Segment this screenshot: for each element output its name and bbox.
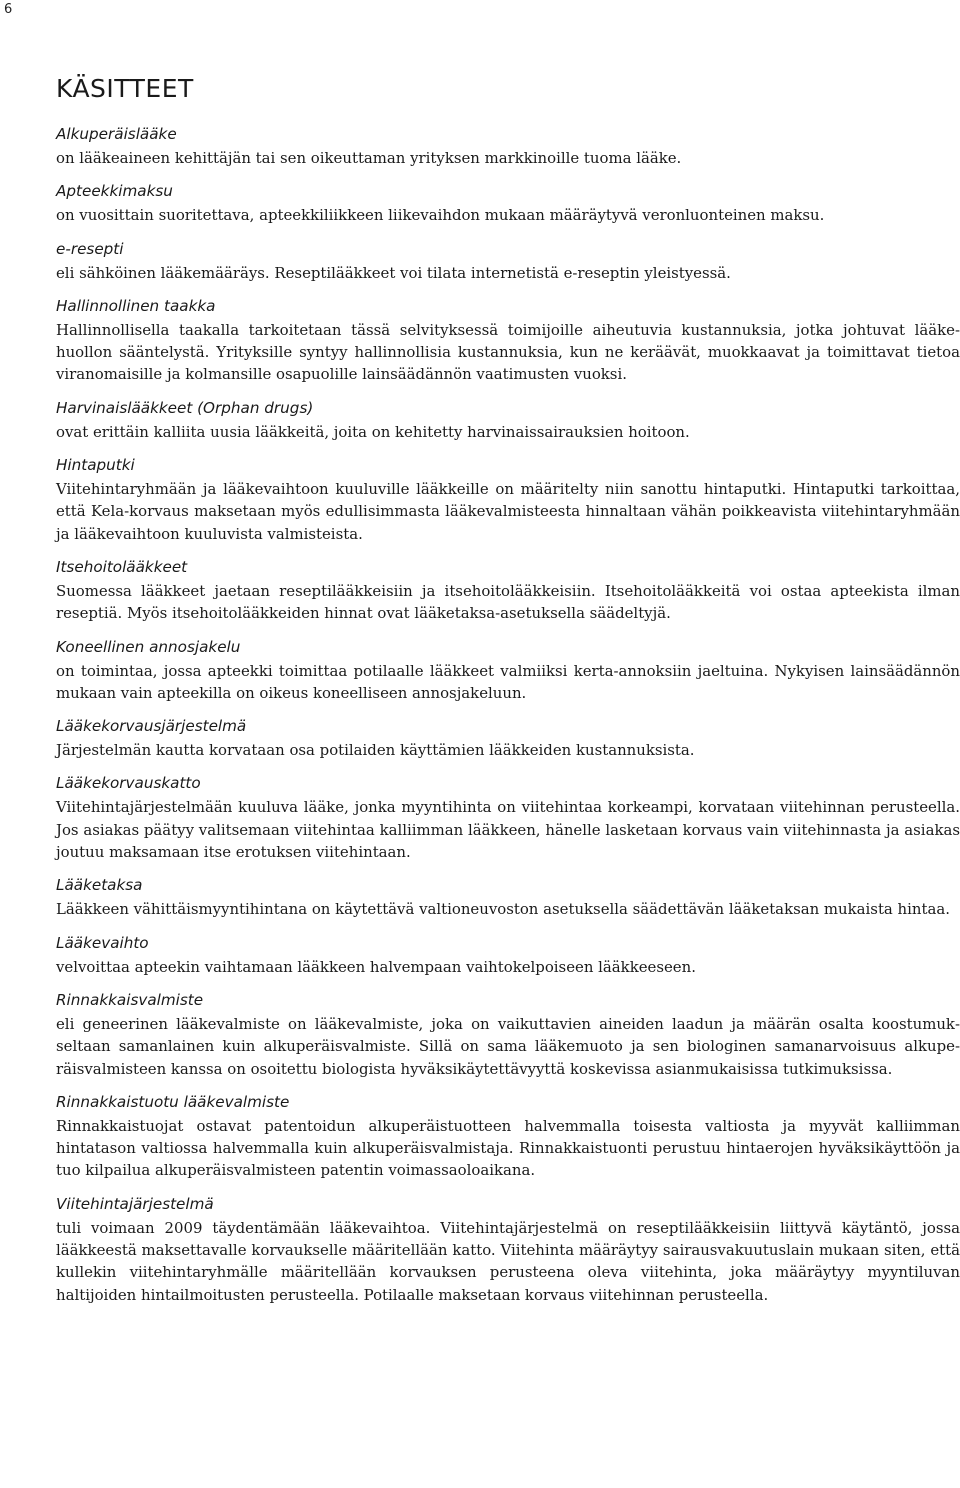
glossary-term: Itsehoitolääkkeet [56,557,188,576]
glossary-entry-rinnakkaistuotu-laakevalmiste [56,1092,960,1182]
glossary-entry-e-resepti [56,239,960,284]
glossary-definition: Viitehintajärjestelmään kuuluva lääke, jonka myyntihinta on viitehintaa korkeampi, korvataan viitehinnan perusteella. Jos asiakas päätyy valitsemaan viitehintaa kalliimman lääkkeen, hänelle lasketaan korvaus vain viitehinnasta ja asiakas joutuu maksamaan itse erotuksen viitehintaan. [56,798,960,862]
page-title: KÄSITTEET [56,74,194,103]
glossary-definition: ovat erittäin kalliita uusia lääkkeitä, joita on kehitetty harvinaissairauksien hoitoon. [56,422,690,441]
glossary-definition: on lääkeaineen kehittäjän tai sen oikeuttaman yrityksen markkinoille tuoma lääke. [56,149,682,167]
document-body [56,74,960,1318]
glossary-entry-viitehintajarjestelma [56,1194,960,1306]
glossary-term: Lääkekorvauskatto [56,774,201,793]
glossary-term: Hintaputki [56,456,135,475]
page-number: 6 [4,2,13,17]
glossary-term: Lääkekorvausjärjestelmä [56,717,247,736]
glossary-definition: Viitehintaryhmään ja lääkevaihtoon kuuluville lääkkeille on määritelty niin sanottu hintaputki. Hintaputki tarkoittaa, että Kela-korvaus maksetaan myös edullisimmasta lääkevalmisteesta hinnaltaan vähän poikkeavista viitehintaryhmään ja lääkevaihtoon kuuluvista valmisteista. [56,480,960,543]
glossary-term: e-resepti [56,239,124,258]
glossary-entry-harvinaislaakkeet [56,398,960,443]
glossary-entry-rinnakkaisvalmiste [56,990,960,1080]
glossary-term: Koneellinen annosjakelu [56,637,241,656]
glossary-term: Hallinnollinen taakka [56,296,216,315]
glossary-definition: tuli voimaan 2009 täydentämään lääkevaihtoa. Viitehintajärjestelmä on reseptilääkkeisiin liittyvä käytäntö, jossa lääkkeestä maksettavalle korvaukselle määritellään katto. Viitehinta määräytyy sairausvakuutuslain mukaan siten, että kullekin viitehintaryhmälle määritellään korvauksen perusteena oleva viitehinta, joka määräytyy myyntiluvan haltijoiden hintailmoitusten perusteella. Potilaalle maksetaan korvaus viitehinnan perusteella. [56,1218,960,1304]
glossary-entry-hallinnollinen-taakka [56,296,960,386]
glossary-entry-hintaputki [56,455,960,545]
glossary-definition: Järjestelmän kautta korvataan osa potilaiden käyttämien lääkkeiden kustannuksista. [56,741,695,760]
glossary-term: Viitehintajärjestelmä [56,1194,214,1213]
glossary-entry-laakekorvausjarjestelma [56,716,960,761]
glossary-definition: on vuosittain suoritettava, apteekkiliikkeen liikevaihdon mukaan määräytyvä veronluonteinen maksu. [56,206,825,225]
glossary-definition: on toimintaa, jossa apteekki toimittaa potilaalle lääkkeet valmiiksi kerta-annoksiin jaeltuina. Nykyisen lainsäädännön mukaan vain apteekilla on oikeus koneelliseen annosjakeluun. [56,661,960,702]
glossary-definition: Rinnakkaistuojat ostavat patentoidun alkuperäistuotteen halvemmalla toisesta valtiosta ja myyvät kalliimman hintatason valtiossa halvemmalla kuin alkuperäisvalmistaja. Rinnakkaistuonti perustuu hintaerojen hyväksikäyttöön ja tuo kilpailua alkuperäisvalmisteen patentin voimassaoloaikana. [56,1116,960,1180]
glossary-definition: Lääkkeen vähittäismyyntihintana on käytettävä valtioneuvoston asetuksella säädettävän lääketaksan mukaista hintaa. [56,900,950,919]
glossary-entry-itsehoitolaakkeet [56,557,960,625]
glossary-definition: Suomessa lääkkeet jaetaan reseptilääkkeisiin ja itsehoitolääkkeisiin. Itsehoitolääkkeitä voi ostaa apteekista ilman reseptiä. Myös itsehoitolääkkeiden hinnat ovat lääketaksa-asetuksella säädeltyjä. [56,581,960,623]
glossary-entry-laaketaksa [56,875,960,920]
glossary-definition: velvoittaa apteekin vaihtamaan lääkkeen halvempaan vaihtokelpoiseen lääkkeeseen. [56,957,696,976]
glossary-entry-apteekkimaksu [56,181,960,226]
glossary-term: Rinnakkaisvalmiste [56,990,204,1009]
glossary-definition: Hallinnollisella taakalla tarkoitetaan tässä selvityksessä toimijoille aiheutuvia kustannuksia, jotka johtuvat lääkehuollon sääntelystä. Yrityksille syntyy hallinnollisia kustannuksia, kun ne keräävät, muokkaavat ja toimittavat tietoa viranomaisille ja kolmansille osapuolille lainsäädännön vaatimusten vuoksi. [56,320,960,384]
glossary-entry-laakekorvauskatto [56,773,960,863]
glossary-definition: eli sähköinen lääkemääräys. Reseptilääkkeet voi tilata internetistä e-reseptin yleistyessä. [56,263,731,282]
glossary-term: Apteekkimaksu [56,182,173,201]
glossary-term: Lääkevaihto [56,933,149,952]
glossary-term: Rinnakkaistuotu lääkevalmiste [56,1092,290,1111]
glossary-entry-alkuperaislaake [56,124,960,169]
glossary-term: Harvinaislääkkeet (Orphan drugs) [56,398,314,417]
glossary-definition: eli geneerinen lääkevalmiste on lääkevalmiste, joka on vaikuttavien aineiden laadun ja määrän osalta koostumukseltaan samanlainen kuin alkuperäisvalmiste. Sillä on sama lääkemuoto ja sen biologinen samanarvoisuus alkuperäisvalmisteen kanssa on osoitettu biologista hyväksikäytettävyyttä koskevissa asianmukaisissa tutkimuksissa. [56,1014,960,1078]
glossary-entry-laakevaihto [56,933,960,978]
glossary-term: Alkuperäislääke [56,125,177,143]
glossary-entry-koneellinen-annosjakelu [56,637,960,705]
glossary-term: Lääketaksa [56,876,143,895]
